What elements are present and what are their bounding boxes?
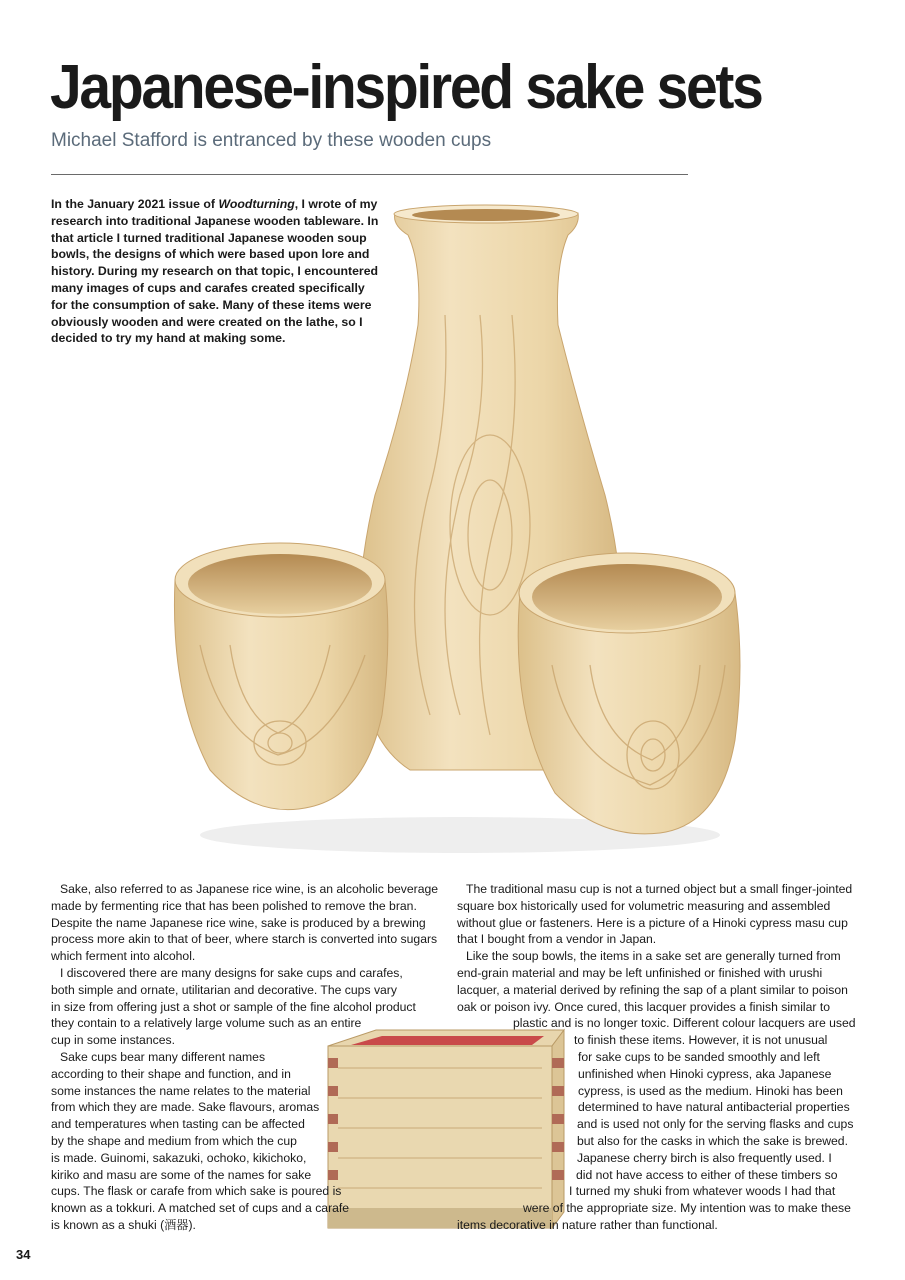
text-line: and temperatures when tasting can be affected <box>51 1117 305 1132</box>
body-column-right <box>457 881 856 1234</box>
page-number: 34 <box>16 1247 31 1262</box>
header-divider <box>51 174 688 175</box>
article-title: Japanese-inspired sake sets <box>50 53 762 122</box>
text-line: both simple and ornate, utilitarian and decorative. The cups vary <box>51 982 397 997</box>
text-line: items decorative in nature rather than functional. <box>457 1217 718 1232</box>
text-line: but also for the casks in which the sake is brewed. <box>577 1133 848 1148</box>
text-line: end-grain material and may be left unfinished or finished with urushi <box>457 965 823 980</box>
text-line: made by fermenting rice that has been polished to remove the bran. <box>51 898 417 913</box>
text-line: process more akin to that of beer, where starch is converted into sugars <box>51 932 438 947</box>
text-line: without glue or fasteners. Here is a picture of a Hinoki cypress masu cup <box>457 915 848 930</box>
text-line: in size from offering just a shot or sample of the fine alcohol product <box>51 999 416 1014</box>
left-cup <box>174 543 387 810</box>
text-line: were of the appropriate size. My intention was to make these <box>523 1201 851 1216</box>
text-line: Sake cups bear many different names <box>60 1049 266 1064</box>
text-line: square box historically used for volumetric measuring and assembled <box>457 898 831 913</box>
text-line: The traditional masu cup is not a turned object but a small finger-jointed <box>466 882 853 896</box>
text-line: I discovered there are many designs for sake cups and carafes, <box>60 965 403 980</box>
text-line: is made. Guinomi, sakazuki, ochoko, kikichoko, <box>51 1150 307 1165</box>
text-line: cypress, is used as the medium. Hinoki has been <box>578 1083 843 1098</box>
right-cup <box>518 553 740 834</box>
text-line: for sake cups to be sanded smoothly and left <box>578 1049 820 1064</box>
text-line: did not have access to either of these timbers so <box>576 1167 838 1182</box>
text-line: cup in some instances. <box>51 1033 175 1048</box>
text-line: Despite the name Japanese rice wine, sake is produced by a brewing <box>51 915 426 930</box>
text-line: to finish these items. However, it is not unusual <box>574 1033 828 1048</box>
text-line: according to their shape and function, and in <box>51 1066 291 1081</box>
text-line: known as a tokkuri. A matched set of cups and a carafe <box>51 1201 350 1216</box>
text-line: they contain to a relatively large volume such as an entire <box>51 1016 362 1031</box>
text-line: from which they are made. Sake flavours, aromas <box>51 1100 320 1115</box>
text-line: oak or poison ivy. Once cured, this lacquer provides a finish similar to <box>457 999 831 1014</box>
text-line: some instances the name relates to the material <box>51 1083 311 1098</box>
intro-lead: In the January 2021 issue of <box>51 197 219 211</box>
text-line: lacquer, a material derived by refining the sap of a plant similar to poison <box>457 982 848 997</box>
text-line: is known as a shuki (酒器). <box>51 1217 196 1232</box>
text-line: that I bought from a vendor in Japan. <box>457 932 657 947</box>
text-line: cups. The flask or carafe from which sake is poured is <box>51 1184 342 1199</box>
text-line: determined to have natural antibacterial properties <box>578 1100 850 1115</box>
text-line: plastic and is no longer toxic. Different colour lacquers are used <box>513 1016 856 1031</box>
text-line: Sake, also referred to as Japanese rice wine, is an alcoholic beverage <box>60 882 439 896</box>
article-subtitle: Michael Stafford is entranced by these wooden cups <box>51 130 492 151</box>
text-line: and is used not only for the serving flasks and cups <box>577 1117 854 1132</box>
text-line: Like the soup bowls, the items in a sake set are generally turned from <box>466 949 841 964</box>
magazine-name: Woodturning <box>218 197 295 211</box>
text-line: unfinished when Hinoki cypress, aka Japanese <box>578 1066 832 1081</box>
intro-rest: , I wrote of my research into traditional Japanese wooden tableware. In that article I turned traditional Japanese wooden soup bowls, the designs of which were based upon lore and history. During my research on that topic, I encountered many images of cups and carafes created specifically for the consumption of sake. Many of these items were obviously wooden and were created on the lathe, so I decided to try my hand at making some. <box>51 197 379 346</box>
text-line: Japanese cherry birch is also frequently used. I <box>577 1150 832 1165</box>
text-line: which ferment into alcohol. <box>51 949 196 964</box>
text-line: kiriko and masu are some of the names for sake <box>51 1167 312 1182</box>
text-line: I turned my shuki from whatever woods I had that <box>569 1184 836 1199</box>
text-line: by the shape and medium from which the cup <box>51 1133 297 1148</box>
sake-set-photo <box>160 195 760 865</box>
body-column-left <box>51 881 438 1234</box>
